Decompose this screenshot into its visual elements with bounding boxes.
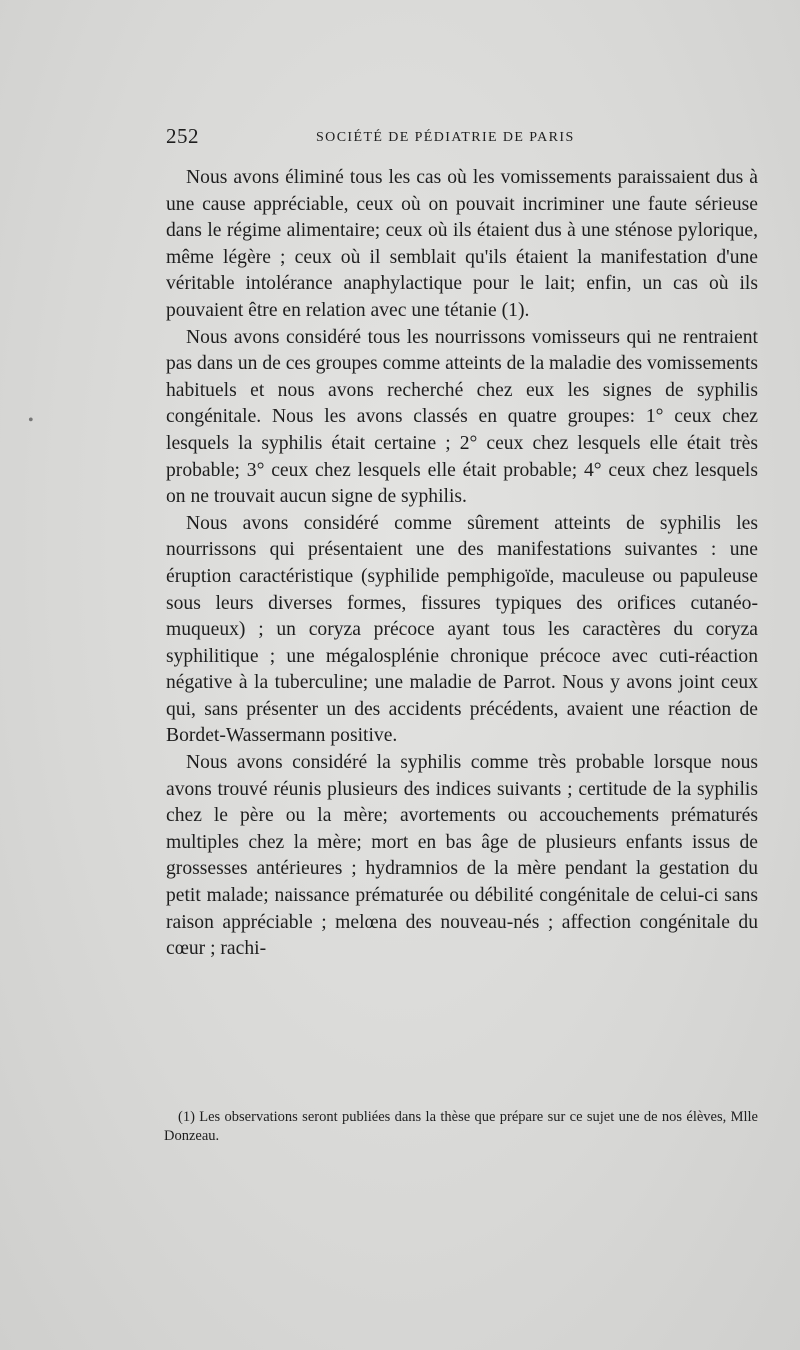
page-header	[166, 124, 756, 154]
running-title: SOCIÉTÉ DE PÉDIATRIE DE PARIS	[316, 130, 575, 145]
paragraph: Nous avons considéré comme sûrement atteints de syphilis les nourrissons qui présentaient une des manifestations suivantes : une éruption caractéristique (syphilide pemphigoïde, maculeuse ou papuleuse sous leurs diverses formes, fissures typiques des orifices cutanéo-muqueux) ; un coryza précoce ayant tous les caractères du coryza syphilitique ; une mégalosplénie chronique précoce avec cuti-réaction négative à la tuberculine; une maladie de Parrot. Nous y avons joint ceux qui, sans présenter un des accidents précédents, avaient une réaction de Bordet-Wassermann positive.	[166, 512, 758, 747]
paragraph: Nous avons considéré tous les nourrissons vomisseurs qui ne rentraient pas dans un de ces groupes comme atteints de la maladie des vomissements habituels et nous avons recherché chez eux les signes de syphilis congénitale. Nous les avons classés en quatre groupes: 1° ceux chez lesquels la syphilis était certaine ; 2° ceux chez lesquels elle était très probable; 3° ceux chez lesquels elle était probable; 4° ceux chez lesquels on ne trouvait aucun signe de syphilis.	[166, 326, 759, 508]
paragraph: Nous avons éliminé tous les cas où les vomissements paraissaient dus à une cause appréciable, ceux où on pouvait incriminer une faute sérieuse dans le régime alimentaire; ceux où ils étaient dus à une sténose pylorique, même légère ; ceux où il semblait qu'ils étaient la manifestation d'une véritable intolérance anaphylactique pour le lait; enfin, un cas où ils pouvaient être en relation avec une tétanie (1).	[166, 167, 758, 321]
body-text	[166, 165, 758, 963]
stray-ink-mark: •	[28, 412, 34, 429]
footnote: (1) Les observations seront publiées dans la thèse que prépare sur ce sujet une de nos élèves, Mlle Donzeau.	[164, 1109, 758, 1144]
paragraph: Nous avons considéré la syphilis comme très probable lorsque nous avons trouvé réunis plusieurs des indices suivants ; certitude de la syphilis chez le père ou la mère; avortements ou accouchements prématurés multiples chez la mère; mort en bas âge de plusieurs enfants issus de grossesses antérieures ; hydramnios de la mère pendant la gestation du petit malade; naissance prématurée ou débilité congénitale de celui-ci sans raison appréciable ; melœna des nouveau-nés ; affection congénitale du cœur ; rachi-	[166, 752, 758, 960]
page-number: 252	[166, 124, 199, 148]
